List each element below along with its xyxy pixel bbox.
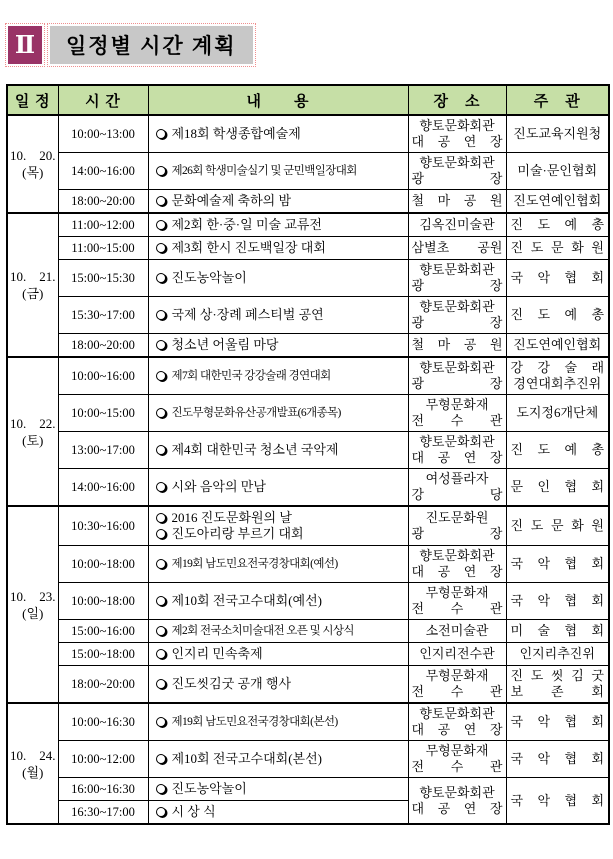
event-item <box>154 337 406 353</box>
event-title: 제2회 한·중·일 미술 교류전 <box>171 217 322 232</box>
cell-line: 진도문화원 <box>425 510 489 525</box>
content-cell <box>148 260 408 297</box>
cell-line: 인지리추진위 <box>519 646 595 661</box>
time-cell: 18:00~20:00 <box>58 334 148 358</box>
content-cell <box>148 801 408 825</box>
venue-cell <box>408 213 506 237</box>
venue-cell <box>408 666 506 704</box>
cell-line: 도지정6개단체 <box>516 405 599 420</box>
content-cell <box>148 778 408 801</box>
bullet-icon <box>156 596 166 606</box>
content-cell <box>148 703 408 741</box>
event-item <box>154 623 406 639</box>
bullet-icon <box>156 529 166 539</box>
cell-line: 국 악 협 회 <box>510 556 604 571</box>
table-row <box>7 260 609 297</box>
bullet-icon <box>156 196 166 206</box>
date-cell <box>7 115 58 213</box>
content-cell <box>148 395 408 432</box>
organizer-cell <box>506 620 609 643</box>
event-item <box>154 307 406 323</box>
cell-line: (목) <box>22 165 44 180</box>
table-row <box>7 583 609 620</box>
organizer-cell <box>506 643 609 666</box>
table-row <box>7 741 609 778</box>
cell-line: 향토문화회관 <box>419 360 495 375</box>
bullet-icon <box>156 220 166 230</box>
content-cell <box>148 297 408 334</box>
time-cell: 10:30~16:00 <box>58 506 148 546</box>
bullet-icon <box>156 408 166 418</box>
cell-line: 미술·문인협회 <box>517 163 598 178</box>
bullet-icon <box>156 445 166 455</box>
cell-line: 광 장 <box>411 278 503 293</box>
venue-cell <box>408 153 506 190</box>
cell-line: 국 악 협 회 <box>510 593 604 608</box>
cell-line: 대 공 연 장 <box>411 134 503 149</box>
event-item <box>154 442 406 458</box>
table-row <box>7 778 609 801</box>
organizer-cell <box>506 666 609 704</box>
bullet-icon <box>156 559 166 569</box>
event-title: 진도농악놀이 <box>171 270 247 285</box>
cell-line: 무형문화재 <box>425 585 489 600</box>
venue-cell <box>408 741 506 778</box>
cell-line: 대 공 연 장 <box>411 722 503 737</box>
content-cell <box>148 506 408 546</box>
venue-cell <box>408 334 506 358</box>
event-item <box>154 676 406 692</box>
bullet-icon <box>156 129 166 139</box>
event-title: 시와 음악의 만남 <box>171 479 266 494</box>
event-item <box>154 804 406 820</box>
organizer-cell <box>506 260 609 297</box>
cell-line: 향토문화회관 <box>419 434 495 449</box>
venue-cell <box>408 546 506 583</box>
organizer-cell <box>506 506 609 546</box>
cell-line: 보 존 회 <box>510 684 604 699</box>
cell-line: 인지리전수관 <box>419 646 495 661</box>
time-cell: 14:00~16:00 <box>58 469 148 507</box>
time-cell: 11:00~15:00 <box>58 237 148 260</box>
cell-line: 진 도 예 총 <box>510 442 604 457</box>
col-header-time: 시 간 <box>58 85 148 115</box>
event-title: 제19회 남도민요전국경창대회(본선) <box>171 716 338 728</box>
cell-line: 철 마 공 원 <box>411 337 503 352</box>
bullet-icon <box>156 166 166 176</box>
cell-line: 진 도 예 총 <box>510 217 604 232</box>
cell-line: (월) <box>22 764 44 780</box>
event-title: 제2회 전국소치미술대전 오픈 및 시상식 <box>171 625 354 637</box>
cell-line: 광 장 <box>411 171 503 186</box>
cell-line: 10. 20. <box>10 148 56 163</box>
table-row <box>7 666 609 704</box>
event-title: 제3회 한시 진도백일장 대회 <box>171 240 326 255</box>
cell-line: 10. 21. <box>10 269 56 284</box>
cell-line: 대 공 연 장 <box>411 450 503 465</box>
content-cell <box>148 583 408 620</box>
event-title: 진도씻김굿 공개 행사 <box>171 676 292 691</box>
venue-cell <box>408 115 506 153</box>
bullet-icon <box>156 340 166 350</box>
content-cell <box>148 237 408 260</box>
organizer-cell <box>506 778 609 825</box>
page-title: 일정별 시간 계획 <box>50 26 253 64</box>
time-cell: 18:00~20:00 <box>58 190 148 214</box>
col-header-organizer: 주 관 <box>506 85 609 115</box>
table-row <box>7 334 609 358</box>
organizer-cell <box>506 297 609 334</box>
table-row <box>7 237 609 260</box>
organizer-cell <box>506 703 609 741</box>
table-row <box>7 620 609 643</box>
event-title: 2016 진도문화원의 날 <box>171 510 292 525</box>
table-row <box>7 643 609 666</box>
table-row <box>7 297 609 334</box>
cell-line: 국 악 협 회 <box>510 270 604 285</box>
event-item <box>154 781 406 797</box>
content-cell <box>148 643 408 666</box>
cell-line: 향토문화회관 <box>419 784 495 800</box>
table-row <box>7 469 609 507</box>
time-cell: 10:00~15:00 <box>58 395 148 432</box>
event-title: 제26회 학생미술실기 및 군민백일장대회 <box>171 165 357 177</box>
time-cell: 13:00~17:00 <box>58 432 148 469</box>
time-cell: 15:00~16:00 <box>58 620 148 643</box>
time-cell: 11:00~12:00 <box>58 213 148 237</box>
bullet-icon <box>156 273 166 283</box>
table-row <box>7 115 609 153</box>
cell-line: 여성플라자 <box>425 471 489 486</box>
cell-line: 문 인 협 회 <box>510 479 604 494</box>
event-title: 청소년 어울림 마당 <box>171 337 279 352</box>
content-cell <box>148 334 408 358</box>
organizer-cell <box>506 741 609 778</box>
table-row <box>7 546 609 583</box>
content-cell <box>148 115 408 153</box>
organizer-cell <box>506 432 609 469</box>
cell-line: 전 수 관 <box>411 413 503 428</box>
venue-cell <box>408 237 506 260</box>
event-title: 진도아리랑 부르기 대회 <box>171 526 304 541</box>
table-row <box>7 432 609 469</box>
cell-line: 10. 22. <box>10 415 56 431</box>
content-cell <box>148 190 408 214</box>
cell-line: 향토문화회관 <box>419 299 495 314</box>
cell-line: 대 공 연 장 <box>411 800 503 816</box>
content-cell <box>148 741 408 778</box>
table-row <box>7 703 609 741</box>
organizer-cell <box>506 357 609 395</box>
venue-cell <box>408 703 506 741</box>
cell-line: 진도연예인협회 <box>513 193 602 208</box>
event-item <box>154 405 406 421</box>
cell-line: 미 술 협 회 <box>510 623 604 638</box>
organizer-cell <box>506 237 609 260</box>
event-title: 제4회 대한민국 청소년 국악제 <box>171 442 339 457</box>
cell-line: 강 당 <box>411 487 503 502</box>
time-cell: 10:00~16:30 <box>58 703 148 741</box>
event-title: 제7회 대한민국 강강술래 경연대회 <box>171 370 331 382</box>
bullet-icon <box>156 807 166 817</box>
event-title: 국제 상·장례 페스티벌 공연 <box>171 307 324 322</box>
cell-line: 무형문화재 <box>425 743 489 758</box>
time-cell: 10:00~13:00 <box>58 115 148 153</box>
cell-line: 광 장 <box>411 376 503 391</box>
cell-line: 향토문화회관 <box>419 548 495 563</box>
cell-line: 철 마 공 원 <box>411 193 503 208</box>
content-cell <box>148 546 408 583</box>
content-cell <box>148 357 408 395</box>
organizer-cell <box>506 153 609 190</box>
event-title: 인지리 민속축제 <box>171 646 263 661</box>
venue-cell <box>408 357 506 395</box>
event-item <box>154 163 406 179</box>
cell-line: 광 장 <box>411 526 503 541</box>
cell-line: 10. 24. <box>10 747 56 763</box>
organizer-cell <box>506 115 609 153</box>
cell-line: 진 도 문 화 원 <box>510 240 604 255</box>
organizer-cell <box>506 546 609 583</box>
time-cell: 15:00~15:30 <box>58 260 148 297</box>
cell-line: 삼별초 공원 <box>411 240 503 255</box>
event-item <box>154 751 406 767</box>
cell-line: 진 도 예 총 <box>510 307 604 322</box>
cell-line: 향토문화회관 <box>419 155 495 170</box>
event-item <box>154 126 406 142</box>
event-title: 제10회 전국고수대회(본선) <box>171 751 322 766</box>
table-row <box>7 506 609 546</box>
event-item <box>154 646 406 662</box>
time-cell: 15:30~17:00 <box>58 297 148 334</box>
event-title: 제18회 학생종합예술제 <box>171 126 301 141</box>
bullet-icon <box>156 784 166 794</box>
time-cell: 16:30~17:00 <box>58 801 148 825</box>
time-cell: 10:00~18:00 <box>58 583 148 620</box>
cell-line: 국 악 협 회 <box>510 714 604 729</box>
table-row <box>7 395 609 432</box>
cell-line: 대 공 연 장 <box>411 564 503 579</box>
event-title: 시 상 식 <box>171 804 216 819</box>
event-title: 진도무형문화유산공개발표(6개종목) <box>171 407 341 419</box>
table-header-row <box>7 85 609 115</box>
event-item <box>154 479 406 495</box>
cell-line: 소전미술관 <box>425 623 489 638</box>
bullet-icon <box>156 310 166 320</box>
event-title: 문화예술제 축하의 밤 <box>171 193 292 208</box>
event-item <box>154 526 406 542</box>
cell-line: 전 수 관 <box>411 759 503 774</box>
venue-cell <box>408 583 506 620</box>
cell-line: 국 악 협 회 <box>510 751 604 766</box>
bullet-icon <box>156 371 166 381</box>
cell-line: 향토문화회관 <box>419 706 495 721</box>
organizer-cell <box>506 213 609 237</box>
organizer-cell <box>506 583 609 620</box>
table-row <box>7 357 609 395</box>
cell-line: 향토문화회관 <box>419 262 495 277</box>
venue-cell <box>408 395 506 432</box>
time-cell: 10:00~12:00 <box>58 741 148 778</box>
time-cell: 16:00~16:30 <box>58 778 148 801</box>
time-cell: 15:00~18:00 <box>58 643 148 666</box>
event-item <box>154 556 406 572</box>
event-item <box>154 368 406 384</box>
venue-cell <box>408 260 506 297</box>
table-row <box>7 153 609 190</box>
bullet-icon <box>156 717 166 727</box>
organizer-cell <box>506 334 609 358</box>
cell-line: 광 장 <box>411 315 503 330</box>
cell-line: 향토문화회관 <box>419 118 495 133</box>
cell-line: (일) <box>22 605 44 621</box>
event-title: 제10회 전국고수대회(예선) <box>171 593 322 608</box>
event-item <box>154 270 406 286</box>
event-title: 진도농악놀이 <box>171 781 247 796</box>
cell-line: 경연대회추진위 <box>513 376 602 391</box>
section-number-badge: Ⅱ <box>8 26 42 64</box>
date-cell <box>7 213 58 357</box>
time-cell: 18:00~20:00 <box>58 666 148 704</box>
cell-line: 진 도 문 화 원 <box>510 518 604 533</box>
venue-cell <box>408 778 506 825</box>
bullet-icon <box>156 679 166 689</box>
date-cell <box>7 506 58 703</box>
bullet-icon <box>156 649 166 659</box>
col-header-date: 일 정 <box>7 85 58 115</box>
cell-line: 무형문화재 <box>425 397 489 412</box>
event-item <box>154 217 406 233</box>
venue-cell <box>408 432 506 469</box>
schedule-table <box>6 84 610 825</box>
time-cell: 10:00~18:00 <box>58 546 148 583</box>
cell-line: 진 도 씻 김 굿 <box>510 668 604 683</box>
event-item <box>154 714 406 730</box>
organizer-cell <box>506 395 609 432</box>
bullet-icon <box>156 626 166 636</box>
content-cell <box>148 620 408 643</box>
col-header-content: 내 용 <box>148 85 408 115</box>
table-row <box>7 213 609 237</box>
organizer-cell <box>506 469 609 507</box>
content-cell <box>148 666 408 704</box>
col-header-venue: 장 소 <box>408 85 506 115</box>
cell-line: 무형문화재 <box>425 668 489 683</box>
date-cell <box>7 357 58 506</box>
event-item <box>154 240 406 256</box>
cell-line: 진도연예인협회 <box>513 337 602 352</box>
time-cell: 10:00~16:00 <box>58 357 148 395</box>
content-cell <box>148 432 408 469</box>
venue-cell <box>408 190 506 214</box>
section-header <box>8 26 253 64</box>
content-cell <box>148 153 408 190</box>
cell-line: 국 악 협 회 <box>510 792 604 808</box>
bullet-icon <box>156 243 166 253</box>
content-cell <box>148 469 408 507</box>
venue-cell <box>408 297 506 334</box>
organizer-cell <box>506 190 609 214</box>
table-row <box>7 190 609 214</box>
cell-line: 강 강 술 래 <box>510 360 604 375</box>
bullet-icon <box>156 513 166 523</box>
event-item <box>154 593 406 609</box>
cell-line: 10. 23. <box>10 588 56 604</box>
venue-cell <box>408 469 506 507</box>
cell-line: (금) <box>22 286 44 301</box>
event-item <box>154 510 406 526</box>
time-cell: 14:00~16:00 <box>58 153 148 190</box>
cell-line: (토) <box>22 432 44 448</box>
event-title: 제19회 남도민요전국경창대회(예선) <box>171 558 338 570</box>
content-cell <box>148 213 408 237</box>
cell-line: 전 수 관 <box>411 684 503 699</box>
bullet-icon <box>156 754 166 764</box>
bullet-icon <box>156 482 166 492</box>
venue-cell <box>408 620 506 643</box>
cell-line: 전 수 관 <box>411 601 503 616</box>
event-item <box>154 193 406 209</box>
cell-line: 김옥진미술관 <box>419 217 495 232</box>
venue-cell <box>408 506 506 546</box>
cell-line: 진도교육지원청 <box>513 126 602 141</box>
venue-cell <box>408 643 506 666</box>
date-cell <box>7 703 58 824</box>
